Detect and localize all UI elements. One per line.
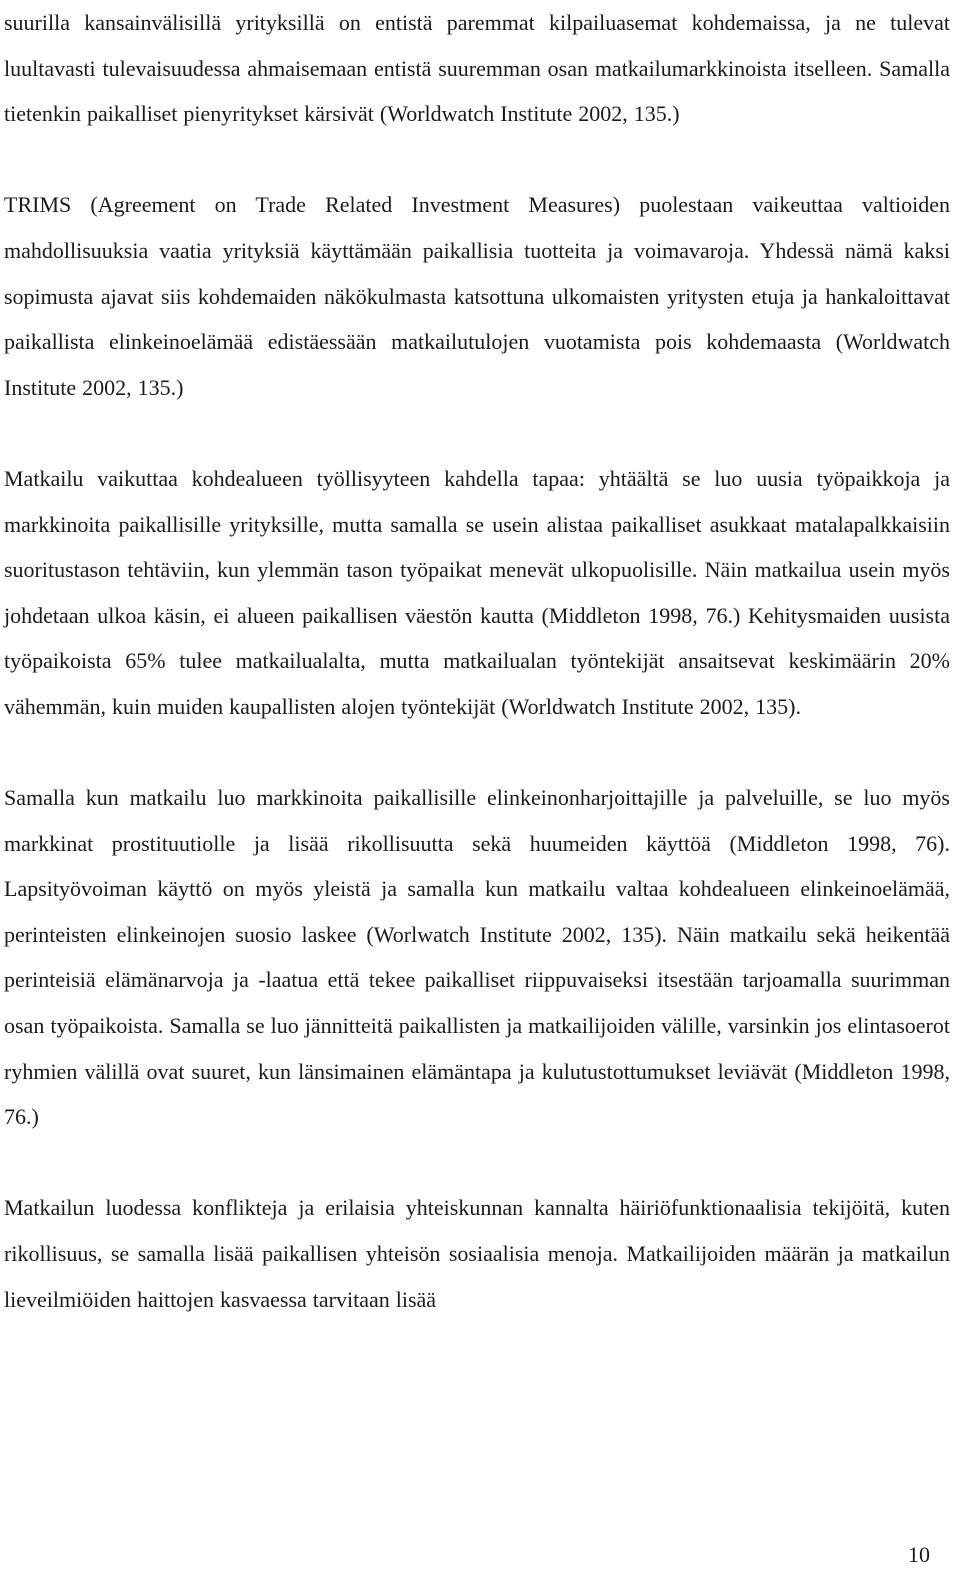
paragraph-2: TRIMS (Agreement on Trade Related Investment Measures) puolestaan vaikeuttaa valtioiden mahdollisuuksia vaatia yrityksiä käyttämään paikallisia tuotteita ja voimavaroja. Yhdessä nämä kaksi sopimusta ajavat siis kohdemaiden näkökulmasta katsottuna ulkomaisten yritysten etuja ja hankaloittavat paikallista elinkeinoelämää edistäessään matkailutulojen vuotamista pois kohdemaasta (Worldwatch Institute 2002, 135.)	[4, 192, 950, 400]
paragraph-5: Matkailun luodessa konflikteja ja erilaisia yhteiskunnan kannalta häiriöfunktionaalisia tekijöitä, kuten rikollisuus, se samalla lisää paikallisen yhteisön sosiaalisia menoja. Matkailijoiden määrän ja matkailun lieveilmiöiden haittojen kasvaessa tarvitaan lisää	[4, 1195, 950, 1312]
paragraph-3: Matkailu vaikuttaa kohdealueen työllisyyteen kahdella tapaa: yhtäältä se luo uusia työpaikkoja ja markkinoita paikallisille yrityksille, mutta samalla se usein alistaa paikalliset asukkaat matalapalkkaisiin suoritustason tehtäviin, kun ylemmän tason työpaikat menevät ulkopuolisille. Näin matkailua usein myös johdetaan ulkoa käsin, ei alueen paikallisen väestön kautta (Middleton 1998, 76.) Kehitysmaiden uusista työpaikoista 65% tulee matkailualalta, mutta matkailualan työntekijät ansaitsevat keskimäärin 20% vähemmän, kuin muiden kaupallisten alojen työntekijät (Worldwatch Institute 2002, 135).	[4, 465, 950, 719]
paragraph-1: suurilla kansainvälisillä yrityksillä on entistä paremmat kilpailuasemat kohdemaissa, ja ne tulevat luultavasti tulevaisuudessa ahmaisemaan entistä suuremman osan matkailumarkkinoista itselleen. Samalla tietenkin paikalliset pienyritykset kärsivät (Worldwatch Institute 2002, 135.)	[4, 10, 950, 127]
page-number: 10	[908, 1542, 930, 1567]
paragraph-4: Samalla kun matkailu luo markkinoita paikallisille elinkeinonharjoittajille ja palveluille, se luo myös markkinat prostituutiolle ja lisää rikollisuutta sekä huumeiden käyttöä (Middleton 1998, 76). Lapsityövoiman käyttö on myös yleistä ja samalla kun matkailu valtaa kohdealueen elinkeinoelämää, perinteisten elinkeinojen suosio laskee (Worlwatch Institute 2002, 135). Näin matkailu sekä heikentää perinteisiä elämänarvoja ja -laatua että tekee paikalliset riippuvaiseksi itsestään tarjoamalla suurimman osan työpaikoista. Samalla se luo jännitteitä paikallisten ja matkailijoiden välille, varsinkin jos elintasoerot ryhmien välillä ovat suuret, kun länsimainen elämäntapa ja kulutustottumukset leviävät (Middleton 1998, 76.)	[4, 785, 950, 1130]
